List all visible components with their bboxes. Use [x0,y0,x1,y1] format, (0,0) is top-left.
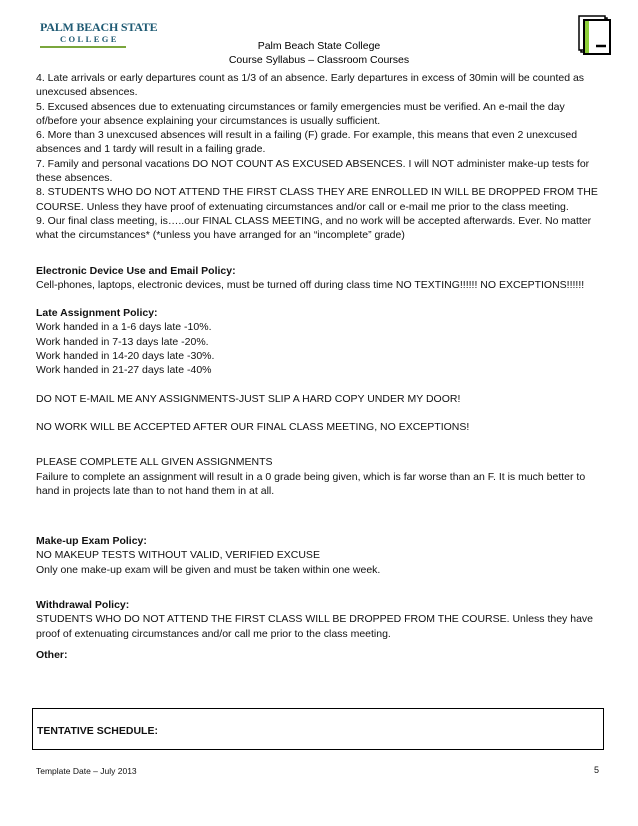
logo-text-line1: PALM BEACH STATE [40,20,158,34]
absence-item: 6. More than 3 unexcused absences will result in a failing (F) grade. For example, this means that even 2 unexcused absences and 1 tardy will result in a failing grade. [36,129,578,156]
template-date: Template Date – July 2013 [36,766,137,776]
other-heading: Other: [36,648,68,661]
syllabus-body [36,71,598,662]
late-policy-line: Work handed in 14-20 days late -30%. [36,350,215,363]
absence-item: 9. Our final class meeting, is…..our FINAL CLASS MEETING, and no work will be accepted afterwards. Ever. No matter what the circumstances* (*unless you have arranged for an “incomplete” grade) [36,214,592,242]
schedule-label: TENTATIVE SCHEDULE: [37,725,158,737]
withdrawal-policy-text: STUDENTS WHO DO NOT ATTEND THE FIRST CLASS WILL BE DROPPED FROM THE COURSE. Unless they have proof of extenuating circumstances and/or call me prior to the class meeting. [36,613,593,640]
makeup-policy-line: NO MAKEUP TESTS WITHOUT VALID, VERIFIED EXCUSE [36,549,320,562]
electronic-policy-heading: Electronic Device Use and Email Policy: [36,264,236,277]
header-subtitle: Course Syllabus – Classroom Courses [228,54,410,66]
logo-text-line2: COLLEGE [60,34,119,44]
absence-item: 5. Excused absences due to extenuating circumstances or family emergencies must be verified. An e-mail the day of/before your absence explaining your circumstances is usually sufficient. [36,100,565,127]
makeup-policy-heading: Make-up Exam Policy: [36,535,147,548]
late-policy-line: Work handed in a 1-6 days late -10%. [36,321,212,334]
makeup-policy-line: Only one make-up exam will be given and must be taken within one week. [36,563,381,576]
complete-assignments-text: Failure to complete an assignment will result in a 0 grade being given, which is far worse than an F. It is much better to hand in projects late than to not hand them in at all. [36,470,586,497]
absence-item: 8. STUDENTS WHO DO NOT ATTEND THE FIRST CLASS THEY ARE ENROLLED IN WILL BE DROPPED FROM THE COURSE. Unless they have proof of extenuating circumstances and/or call or e-mail me prior to the class meeting. [36,186,598,213]
late-policy-line: Work handed in 7-13 days late -20%. [36,335,209,348]
header-title: Palm Beach State College [257,40,381,52]
late-policy-heading: Late Assignment Policy: [36,307,158,320]
complete-assignments-heading: PLEASE COMPLETE ALL GIVEN ASSIGNMENTS [36,456,273,469]
no-email-notice: DO NOT E-MAIL ME ANY ASSIGNMENTS-JUST SLIP A HARD COPY UNDER MY DOOR! [36,392,461,405]
late-policy-line: Work handed in 21-27 days late -40% [36,364,212,377]
absence-item: 7. Family and personal vacations DO NOT COUNT AS EXCUSED ABSENCES. I will NOT administer make-up tests for these absences. [36,157,590,185]
absence-item: 4. Late arrivals or early departures count as 1/3 of an absence. Early departures in excess of 30min will be counted as unexcused absences. [36,72,585,99]
page-number: 5 [594,765,600,775]
document-icon [578,15,612,60]
electronic-policy-text: Cell-phones, laptops, electronic devices, must be turned off during class time NO TEXTING!!!!!! NO EXCEPTIONS!!!!!! [36,278,585,291]
withdrawal-policy-heading: Withdrawal Policy: [36,599,130,612]
schedule-box [32,708,604,750]
no-late-work-notice: NO WORK WILL BE ACCEPTED AFTER OUR FINAL CLASS MEETING, NO EXCEPTIONS! [36,420,470,433]
